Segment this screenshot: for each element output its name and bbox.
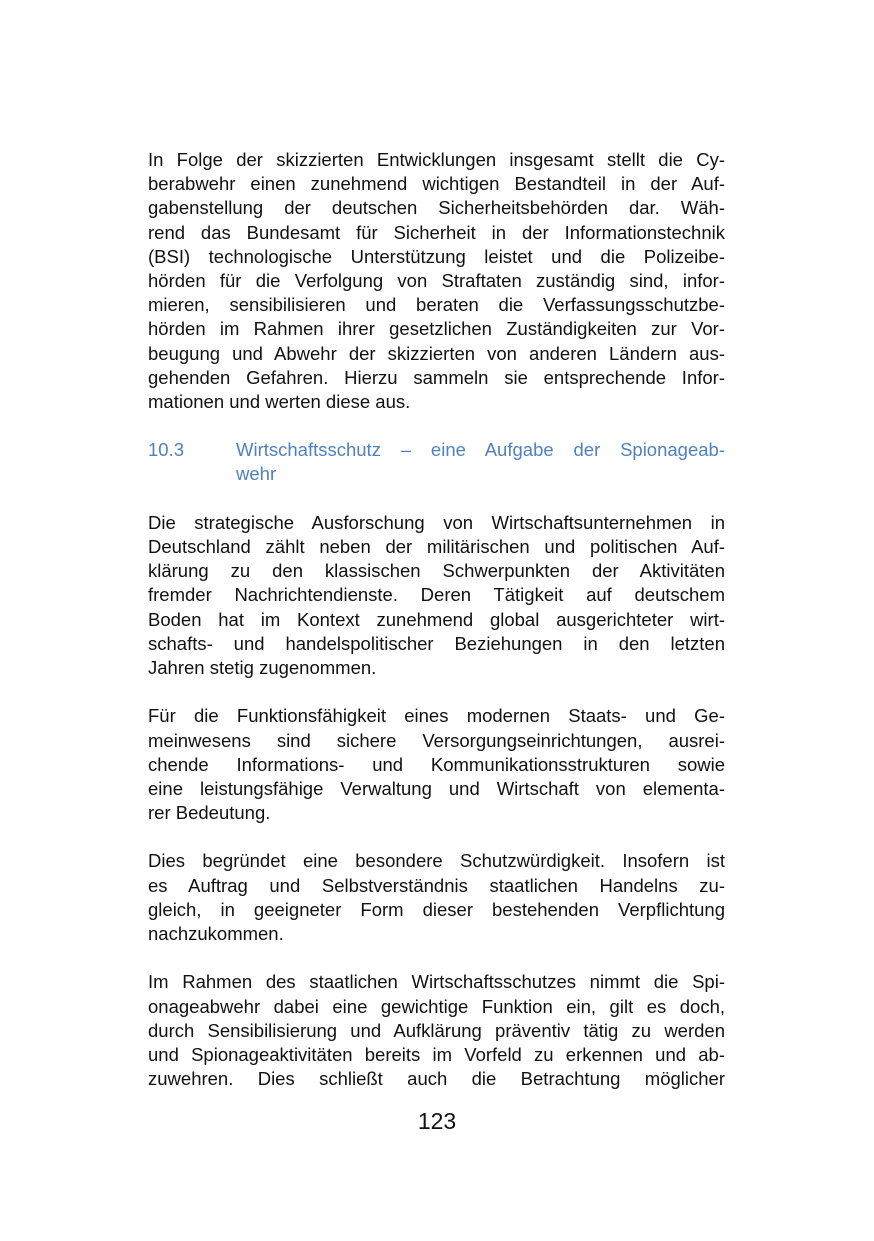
paragraph-protection	[148, 849, 725, 946]
paragraph-economic-espionage	[148, 511, 725, 680]
text-line: Dies begründet eine besondere Schutzwürdigkeit. Insofern ist	[148, 850, 725, 872]
section-number: 10.3	[148, 439, 185, 461]
text-line: onageabwehr dabei eine gewichtige Funktion ein, gilt es doch,	[148, 995, 725, 1017]
text-line: fremder Nachrichtendienste. Deren Tätigkeit auf deutschem	[148, 584, 725, 606]
text-line: mationen und werten diese aus.	[148, 390, 411, 412]
text-line: Die strategische Ausforschung von Wirtschaftsunternehmen in	[148, 511, 725, 533]
page-number: 123	[417, 1108, 457, 1134]
section-heading	[148, 438, 725, 486]
text-line: Im Rahmen des staatlichen Wirtschaftsschutzes nimmt die Spi-	[148, 971, 725, 993]
text-line: durch Sensibilisierung und Aufklärung präventiv tätig zu werden	[148, 1019, 725, 1041]
text-line: zuwehren. Dies schließt auch die Betrachtung möglicher	[148, 1068, 725, 1090]
text-line: gleich, in geeigneter Form dieser bestehenden Verpflichtung	[148, 898, 725, 920]
text-line: Für die Funktionsfähigkeit eines modernen Staats- und Ge-	[148, 705, 725, 727]
paragraph-infrastructure	[148, 704, 725, 825]
text-line: eine leistungsfähige Verwaltung und Wirtschaft von elementa-	[148, 777, 725, 799]
text-line: meinwesens sind sichere Versorgungseinrichtungen, ausrei-	[148, 729, 725, 751]
section-title-line: Wirtschaftsschutz – eine Aufgabe der Spionageab-	[236, 439, 725, 461]
section-title-line: wehr	[236, 463, 277, 485]
page-body	[148, 148, 725, 1116]
text-line: rer Bedeutung.	[148, 802, 271, 824]
text-line: Deutschland zählt neben der militärischen und politischen Auf-	[148, 536, 725, 557]
text-line: berabwehr einen zunehmend wichtigen Bestandteil in der Auf-	[148, 173, 725, 195]
section-title	[236, 438, 725, 486]
text-line: und Spionageaktivitäten bereits im Vorfeld zu erkennen und ab-	[148, 1043, 725, 1065]
text-line: gabenstellung der deutschen Sicherheitsbehörden dar. Wäh-	[148, 197, 725, 219]
text-line: es Auftrag und Selbstverständnis staatlichen Handelns zu-	[148, 874, 725, 896]
text-line: Boden hat im Kontext zunehmend global ausgerichteter wirt-	[148, 608, 725, 630]
text-line: schafts- und handelspolitischer Beziehungen in den letzten	[148, 632, 725, 654]
text-line: gehenden Gefahren. Hierzu sammeln sie entsprechende Infor-	[148, 366, 725, 388]
text-line: klärung zu den klassischen Schwerpunkten der Aktivitäten	[148, 560, 725, 582]
text-line: rend das Bundesamt für Sicherheit in der Informationstechnik	[148, 221, 725, 243]
paragraph-cyber-defense	[148, 148, 725, 414]
text-line: beugung und Abwehr der skizzierten von anderen Ländern aus-	[148, 342, 725, 364]
text-line: hörden im Rahmen ihrer gesetzlichen Zuständigkeiten zur Vor-	[148, 318, 725, 340]
text-line: nachzukommen.	[148, 923, 284, 944]
text-line: Jahren stetig zugenommen.	[148, 656, 377, 678]
text-line: In Folge der skizzierten Entwicklungen insgesamt stellt die Cy-	[148, 149, 725, 170]
paragraph-counterintelligence	[148, 970, 725, 1091]
text-line: hörden für die Verfolgung von Straftaten zuständig sind, infor-	[148, 269, 725, 291]
text-line: (BSI) technologische Unterstützung leistet und die Polizeibe-	[148, 245, 725, 267]
text-line: chende Informations- und Kommunikationsstrukturen sowie	[148, 753, 725, 775]
text-line: mieren, sensibilisieren und beraten die Verfassungsschutzbe-	[148, 294, 725, 316]
